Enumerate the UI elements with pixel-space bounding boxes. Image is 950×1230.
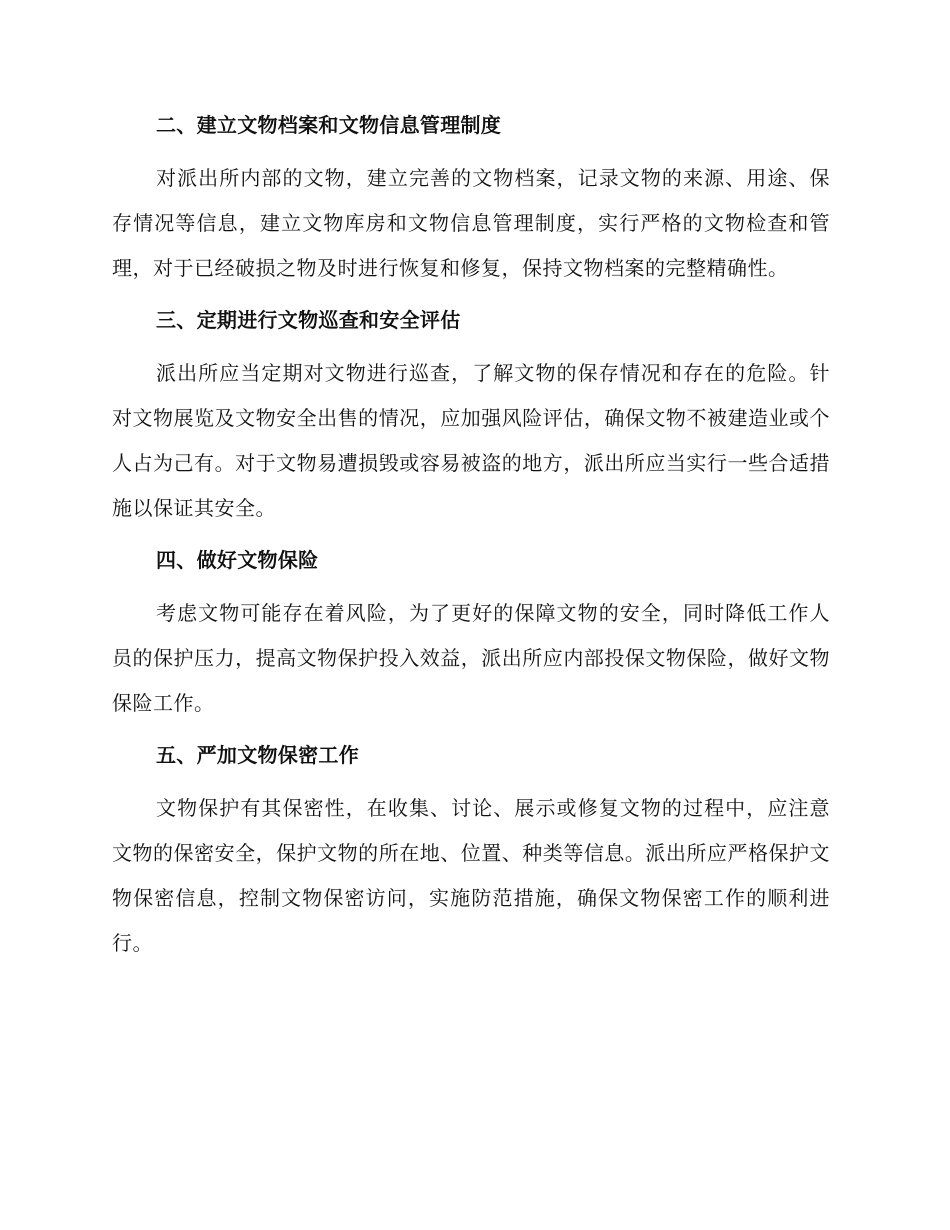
section-paragraph: 考虑文物可能存在着风险，为了更好的保障文物的安全，同时降低工作人员的保护压力，提高文物保护投入效益，派出所应内部投保文物保险，做好文物保险工作。 — [112, 601, 830, 715]
section-insurance — [112, 545, 830, 726]
section-heading: 三、定期进行文物巡查和安全评估 — [156, 308, 461, 332]
section-inspection — [112, 305, 830, 531]
document-body — [112, 110, 830, 980]
section-heading: 二、建立文物档案和文物信息管理制度 — [156, 113, 502, 137]
section-confidentiality — [112, 740, 830, 966]
section-paragraph: 派出所应当定期对文物进行巡查，了解文物的保存情况和存在的危险。针对文物展览及文物安全出售的情况，应加强风险评估，确保文物不被建造业或个人占为己有。对于文物易遭损毁或容易被盗的地方，派出所应当实行一些合适措施以保证其安全。 — [112, 361, 830, 520]
section-archives — [112, 110, 830, 291]
section-heading: 四、做好文物保险 — [156, 548, 319, 572]
section-paragraph: 文物保护有其保密性，在收集、讨论、展示或修复文物的过程中，应注意文物的保密安全，保护文物的所在地、位置、种类等信息。派出所应严格保护文物保密信息，控制文物保密访问，实施防范措施，确保文物保密工作的顺利进行。 — [112, 796, 830, 955]
section-paragraph: 对派出所内部的文物，建立完善的文物档案，记录文物的来源、用途、保存情况等信息，建立文物库房和文物信息管理制度，实行严格的文物检查和管理，对于已经破损之物及时进行恢复和修复，保持文物档案的完整精确性。 — [112, 166, 830, 280]
section-heading: 五、严加文物保密工作 — [156, 743, 359, 767]
